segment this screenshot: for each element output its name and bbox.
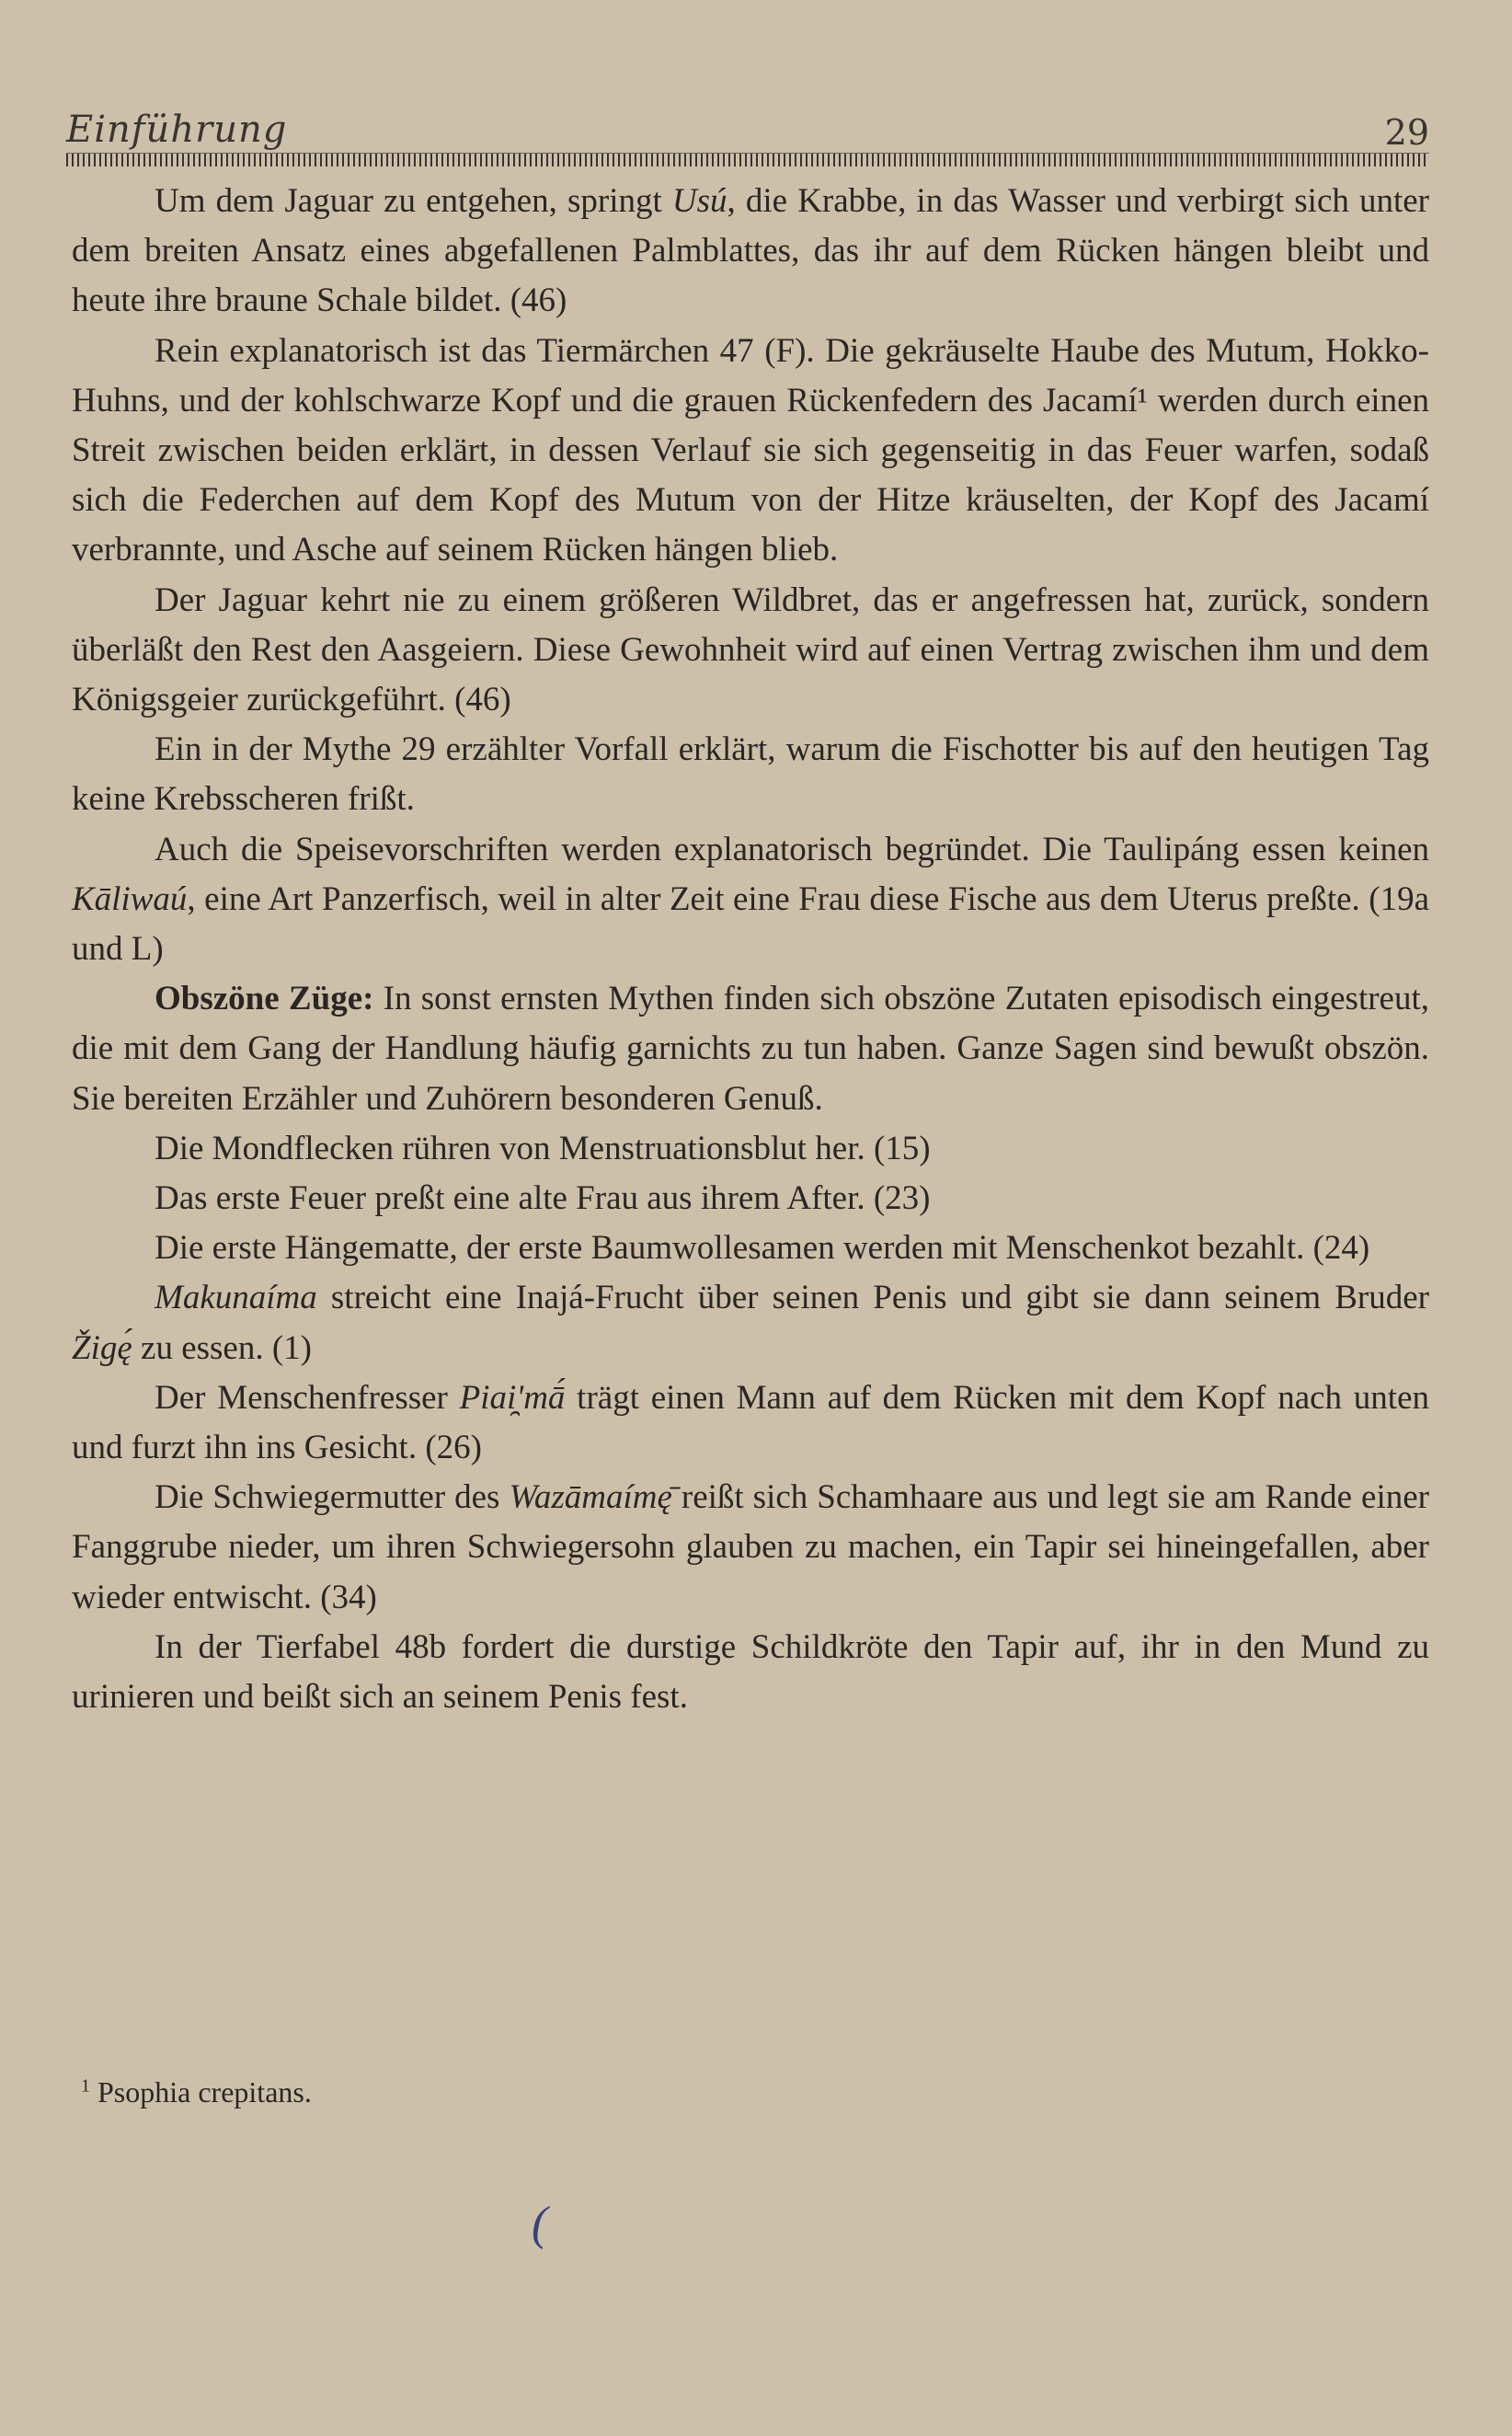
paragraph [72,1224,1429,1273]
paragraph [72,177,1429,327]
text-run: Das erste Feuer preßt eine alte Frau aus ihrem After. (23) [155,1179,931,1218]
handwritten-mark: ( [532,2198,548,2250]
running-title: Einführung [66,109,288,151]
italic-term: Kāliwaú [72,879,188,918]
paragraph [72,1623,1429,1722]
italic-term: Usú [671,182,727,220]
text-run: In der Tierfabel 48b fordert die durstige Schildkröte den Tapir auf, ihr in den Mund zu urinieren und beißt sich an seinem Penis fest. [72,1627,1429,1717]
paragraph [72,1473,1429,1623]
page-number: 29 [1384,112,1429,153]
text-run: trägt einen Mann auf dem Rücken mit dem Kopf nach unten und furzt ihn ins Gesicht. (26) [72,1378,1429,1467]
text-run: Um dem Jaguar zu entgehen, springt [155,182,672,220]
text-run: Rein explanatorisch ist das Tiermärchen 47 (F). Die gekräuselte Haube des Mutum, Hokko-Huhns, und der kohlschwarze Kopf und die grauen Rückenfedern des Jacamí¹ werden durch einen Streit zwischen beiden erklärt, in dessen Verlauf sie sich gegenseitig in das Feuer warfen, sodaß sich die Federchen auf dem Kopf des Mutum von der Hitze kräuselten, der Kopf des Jacamí verbrannte, und Asche auf seinem Rücken hängen blieb. [72,331,1429,569]
text-run: Auch die Speisevorschriften werden explanatorisch begründet. Die Taulipáng essen keinen [155,830,1429,868]
italic-term: Wazāmaímę̄ [509,1478,672,1517]
text-run: In sonst ernsten Mythen finden sich obszöne Zutaten episodisch eingestreut, die mit dem Gang der Handlung häufig garnichts zu tun haben. Ganze Sagen sind bewußt obszön. Sie bereiten Erzähler und Zuhörern besonderen Genuß. [72,980,1429,1118]
text-run: Der Menschenfresser [155,1378,460,1417]
text-run: Die erste Hängematte, der erste Baumwollesamen werden mit Menschenkot bezahlt. (24) [155,1229,1370,1268]
paragraph [72,1124,1429,1174]
section-heading: Obszöne Züge: [155,980,374,1018]
paragraph [72,1373,1429,1473]
paragraph [72,1174,1429,1224]
footnote [81,2075,312,2109]
paragraph [72,1273,1429,1373]
paragraph [72,725,1429,824]
text-run: streicht eine Inajá-Frucht über seinen Penis und gibt sie dann seinem Bruder [316,1279,1429,1317]
paragraph [72,576,1429,726]
paragraph [72,825,1429,975]
italic-term: Piai̯'mā́ [459,1378,566,1417]
paragraph [72,974,1429,1124]
italic-term: Makunaíma [155,1279,317,1317]
main-text [72,177,1429,1722]
paragraph [72,327,1429,576]
text-run: , die Krabbe, in das Wasser und verbirgt sich unter dem breiten Ansatz eines abgefallenen Palmblattes, das ihr auf dem Rücken hängen bleibt und heute ihre braune Schale bildet. (46) [72,182,1429,320]
footnote-marker: 1 [81,2075,90,2097]
text-run: reißt sich Schamhaare aus und legt sie am Rande einer Fanggrube nieder, um ihren Schwiegersohn glauben zu machen, ein Tapir sei hineingefallen, aber wieder entwischt. (34) [72,1478,1429,1616]
italic-term: Žigę́ [72,1328,132,1367]
footnote-text: Psophia crepitans. [97,2075,312,2109]
text-run: Ein in der Mythe 29 erzählter Vorfall erklärt, warum die Fischotter bis auf den heutigen Tag keine Krebsscheren frißt. [72,730,1429,819]
text-run: zu essen. (1) [132,1328,312,1367]
text-run: Die Mondflecken rühren von Menstruationsblut her. (15) [155,1129,931,1167]
text-run: Der Jaguar kehrt nie zu einem größeren Wildbret, das er angefressen hat, zurück, sondern überläßt den Rest den Aasgeiern. Diese Gewohnheit wird auf einen Vertrag zwischen ihm und dem Königsgeier zurückgeführt. (46) [72,580,1429,719]
page-header [66,109,1429,155]
text-run: Die Schwiegermutter des [155,1478,510,1517]
text-run: , eine Art Panzerfisch, weil in alter Zeit eine Frau diese Fische aus dem Uterus preßte. (19a und L) [72,879,1429,969]
header-rule [66,153,1429,167]
